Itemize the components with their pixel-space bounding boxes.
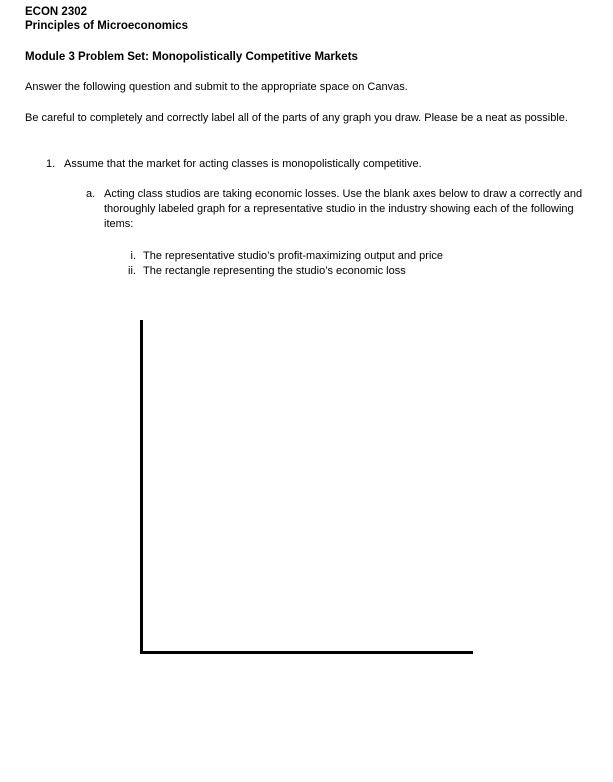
instructions-paragraph-2: Be careful to completely and correctly label all of the parts of any graph you draw. Please be a neat as possible. [25, 112, 568, 124]
instructions-paragraph-1: Answer the following question and submit to the appropriate space on Canvas. [25, 81, 408, 93]
question-text: Assume that the market for acting classes is monopolistically competitive. [64, 158, 422, 170]
item-ii-label: ii. [128, 265, 136, 277]
document-title: Module 3 Problem Set: Monopolistically Competitive Markets [25, 51, 358, 63]
item-i-label: i. [130, 250, 136, 262]
course-code: ECON 2302 [25, 6, 88, 18]
course-name: Principles of Microeconomics [25, 20, 188, 32]
item-i-text: The representative studio’s profit-maximizing output and price [143, 250, 444, 262]
question-number: 1. [46, 158, 56, 170]
part-a-text: Acting class studios are taking economic losses. Use the blank axes below to draw a correctly and thoroughly labeled graph for a representative studio in the industry showing each of the following items: [104, 188, 583, 230]
item-ii-text: The rectangle representing the studio’s economic loss [143, 265, 406, 277]
part-a-label: a. [86, 188, 96, 200]
